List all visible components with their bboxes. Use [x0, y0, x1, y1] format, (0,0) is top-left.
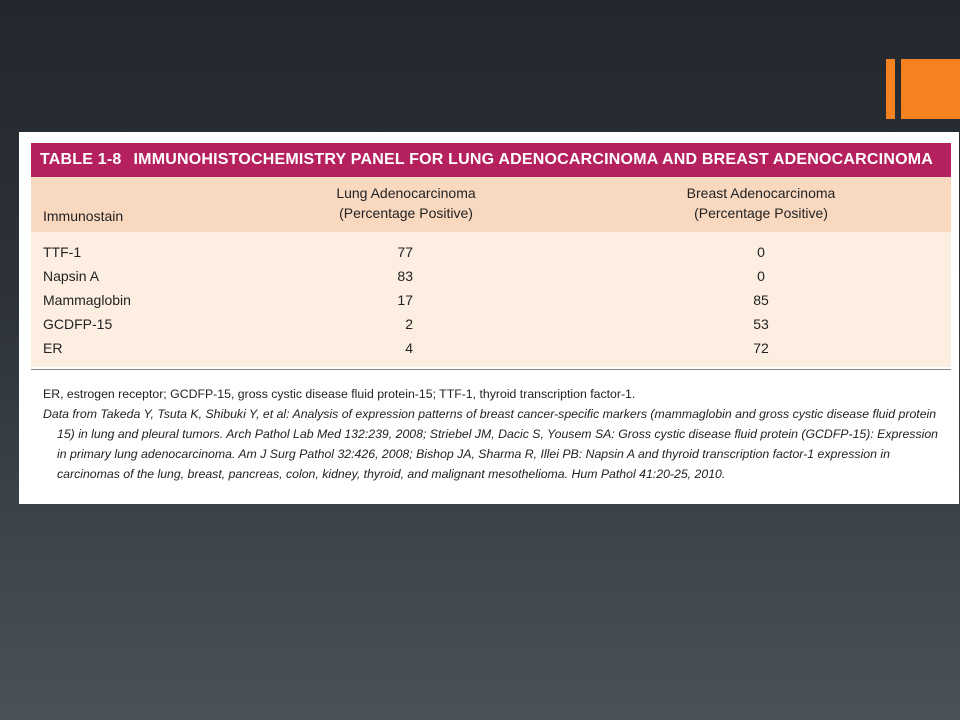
header-lung-line2: (Percentage Positive)	[339, 205, 473, 221]
cell-breast: 85	[753, 292, 769, 308]
table-row	[31, 312, 951, 336]
table-row	[31, 288, 951, 312]
header-breast	[661, 183, 861, 223]
table-image-panel	[19, 132, 959, 504]
header-lung-line1: Lung Adenocarcinoma	[336, 185, 476, 201]
table-number: TABLE 1-8	[40, 151, 122, 168]
cell-stain: TTF-1	[43, 244, 82, 260]
accent-bar-thin	[886, 59, 895, 119]
cell-breast: 0	[757, 268, 765, 284]
cell-breast: 0	[757, 244, 765, 260]
cell-lung: 17	[397, 292, 413, 308]
cell-lung: 77	[397, 244, 413, 260]
header-lung	[306, 183, 506, 223]
cell-lung: 4	[405, 340, 413, 356]
header-breast-line1: Breast Adenocarcinoma	[686, 185, 836, 201]
cell-stain: Napsin A	[43, 268, 100, 284]
table-bottom-rule	[31, 369, 951, 370]
cell-stain: GCDFP-15	[43, 316, 113, 332]
table-title: IMMUNOHISTOCHEMISTRY PANEL FOR LUNG ADENOCARCINOMA AND BREAST ADENOCARCINOMA	[133, 151, 934, 168]
table-title-bar	[31, 143, 951, 177]
cell-lung: 2	[405, 316, 413, 332]
cell-stain: Mammaglobin	[43, 292, 131, 308]
footnote-source: Data from Takeda Y, Tsuta K, Shibuki Y, et al: Analysis of expression patterns of breast cancer-specific markers (mammaglobin and gross cystic disease fluid protein 15) in lung and pleural tumors. Arch Pathol Lab Med 132:239, 2008; Striebel JM, Dacic S, Yousem SA: Gross cystic disease fluid protein (GCDFP-15): Expression in primary lung adenocarcinoma. Am J Surg Pathol 32:426, 2008; Bishop JA, Sharma R, Illei PB: Napsin A and thyroid transcription factor-1 expression in carcinomas of the lung, breast, pancreas, colon, kidney, thyroid, and malignant mesothelioma. Hum Pathol 41:20-25, 2010.	[43, 407, 939, 481]
table-footnotes	[43, 384, 948, 484]
cell-breast: 72	[753, 340, 769, 356]
cell-breast: 53	[753, 316, 769, 332]
cell-stain: ER	[43, 340, 63, 356]
footnote-abbreviations: ER, estrogen receptor; GCDFP-15, gross cystic disease fluid protein-15; TTF-1, thyroid transcription factor-1.	[43, 387, 636, 401]
table-container	[31, 143, 951, 370]
header-breast-line2: (Percentage Positive)	[694, 205, 828, 221]
table-body	[31, 232, 951, 367]
accent-block	[901, 59, 960, 119]
cell-lung: 83	[397, 268, 413, 284]
header-immunostain: Immunostain	[43, 208, 124, 224]
table-row	[31, 264, 951, 288]
table-header-row	[31, 177, 951, 232]
table-row	[31, 240, 951, 264]
table-row	[31, 336, 951, 360]
